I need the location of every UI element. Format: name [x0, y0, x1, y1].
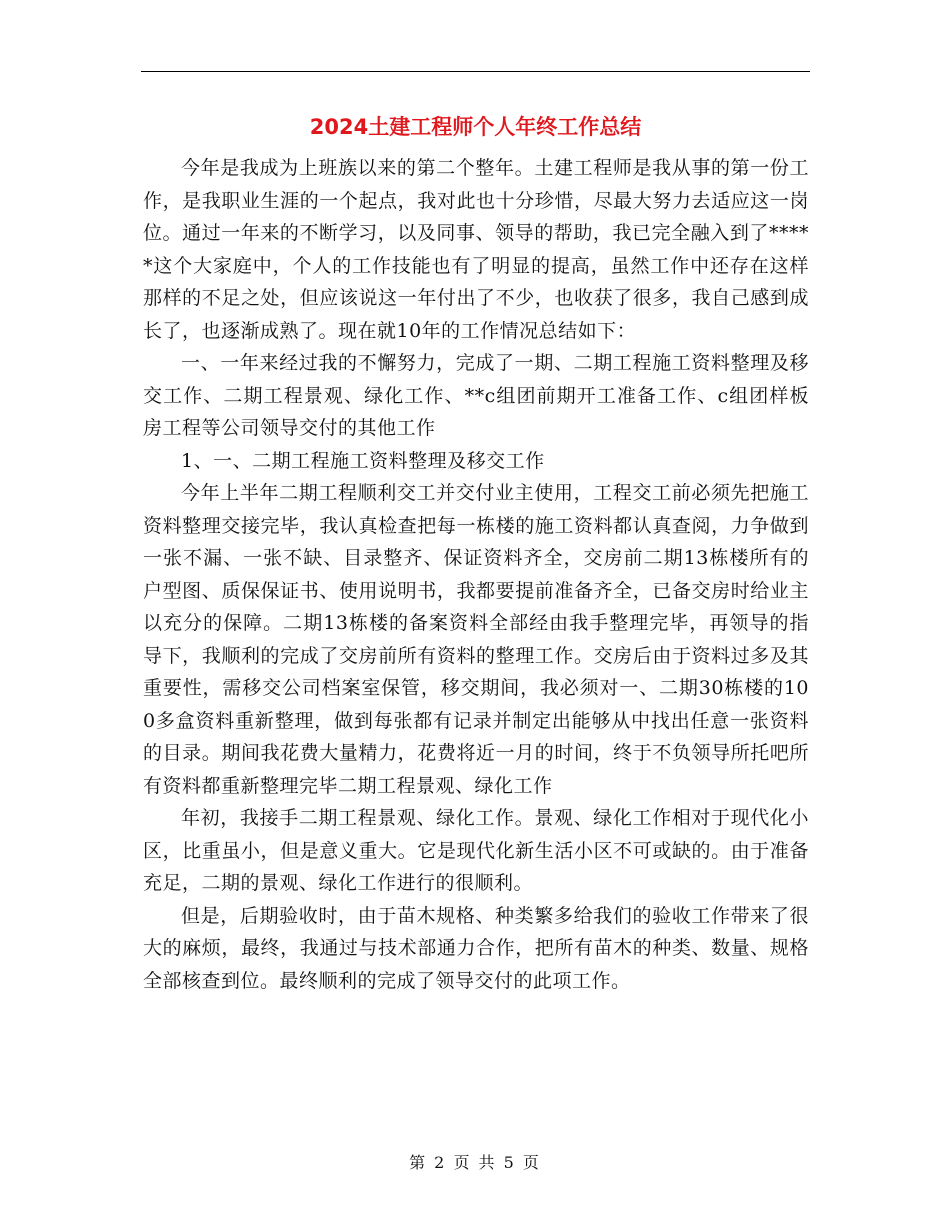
document-body: [143, 152, 809, 997]
header-rule: [141, 71, 810, 72]
paragraph-subheading-1: 1、一、二期工程施工资料整理及移交工作: [181, 449, 545, 472]
paragraph-intro: 今年是我成为上班族以来的第二个整年。土建工程师是我从事的第一份工作，是我职业生涯的一个起点，我对此也十分珍惜，尽最大努力去适应这一岗位。通过一年来的不断学习，以及同事、领导的帮助，我已完全融入到了*****这个大家庭中，个人的工作技能也有了明显的提高，虽然工作中还存在这样那样的不足之处，但应该说这一年付出了不少，也收获了很多，我自己感到成长了，也逐渐成熟了。现在就10年的工作情况总结如下：: [143, 157, 809, 342]
paragraph-section-one: 一、一年来经过我的不懈努力，完成了一期、二期工程施工资料整理及移交工作、二期工程景观、绿化工作、**c组团前期开工准备工作、c组团样板房工程等公司领导交付的其他工作: [143, 352, 809, 439]
paragraph-materials: 今年上半年二期工程顺利交工并交付业主使用，工程交工前必须先把施工资料整理交接完毕，我认真检查把每一栋楼的施工资料都认真查阅，力争做到一张不漏、一张不缺、目录整齐、保证资料齐全，交房前二期13栋楼所有的户型图、质保保证书、使用说明书，我都要提前准备齐全，已备交房时给业主以充分的保障。二期13栋楼的备案资料全部经由我手整理完毕，再领导的指导下，我顺利的完成了交房前所有资料的整理工作。交房后由于资料过多及其重要性，需移交公司档案室保管，移交期间，我必须对一、二期30栋楼的100多盒资料重新整理，做到每张都有记录并制定出能够从中找出任意一张资料的目录。期间我花费大量精力，花费将近一月的时间，终于不负领导所托吧所有资料都重新整理完毕二期工程景观、绿化工作: [143, 482, 809, 797]
page-number-footer: 第 2 页 共 5 页: [409, 1153, 541, 1172]
paragraph-landscaping: 年初，我接手二期工程景观、绿化工作。景观、绿化工作相对于现代化小区，比重虽小，但是意义重大。它是现代化新生活小区不可或缺的。由于准备充足，二期的景观、绿化工作进行的很顺利。: [143, 807, 809, 894]
document-title: 2024土建工程师个人年终工作总结: [309, 115, 642, 139]
paragraph-acceptance: 但是，后期验收时，由于苗木规格、种类繁多给我们的验收工作带来了很大的麻烦，最终，我通过与技术部通力合作，把所有苗木的种类、数量、规格全部核查到位。最终顺利的完成了领导交付的此项工作。: [143, 904, 809, 992]
